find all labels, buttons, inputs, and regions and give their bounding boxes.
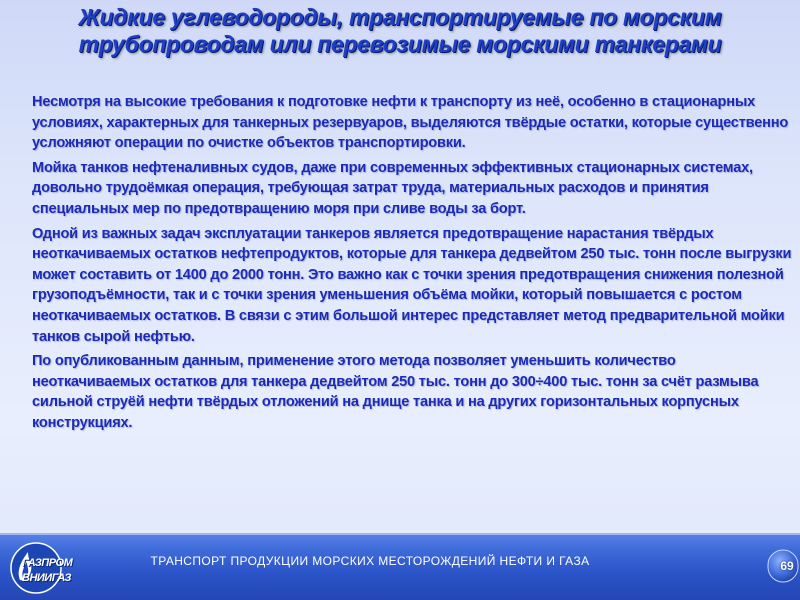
body-paragraph-3: Одной из важных задач эксплуатации танкеров является предотвращение нарастания твёрдых неоткачиваемых остатков нефтепродуктов, которые для танкера дедвейтом 250 тыс. тонн после выгрузки может составить от 1400 до 2000 тонн. Это важно как с точки зрения предотвращения снижения полезной грузоподъёмности, так и с точки зрения уменьшения объёма мойки, который повышается с ростом неоткачиваемых остатков. В связи с этим большой интерес представляет метод предварительной мойки танков сырой нефтью. [32,225,792,345]
page-number: 69 [780,559,794,573]
body-paragraph-4: По опубликованным данным, применение этого метода позволяет уменьшить количество неоткачиваемых остатков для танкера дедвейтом 250 тыс. тонн до 300÷400 тыс. тонн за счёт размыва сильной струёй нефти твёрдых отложений на днище танка и на других горизонтальных корпусных конструкциях. [32,353,759,431]
body-paragraph-1: Несмотря на высокие требования к подготовке нефти к транспорту из неё, особенно в стационарных условиях, характерных для танкерных резервуаров, выделяются твёрдые остатки, которые существенно усложняют операции по очистке объектов транспортировки. [32,94,789,152]
logo-text-vniigaz: ВНИИГАЗ [22,572,71,584]
body-paragraph-2: Мойка танков нефтеналивных судов, даже при современных эффективных стационарных системах, довольно трудоёмкая операция, требующая затрат труда, материальных расходов и принятия специальных мер по предотвращению моря при сливе воды за борт. [32,159,753,217]
footer-divider [0,533,800,535]
slide-title-line-2: трубопроводам или перевозимые морскими танкерами [78,31,722,57]
slide-title-line-1: Жидкие углеводороды, транспортируемые по морским [78,4,722,30]
logo-text-gazprom: ГАЗПРОМ [22,557,73,569]
footer-course-title: ТРАНСПОРТ ПРОДУКЦИИ МОРСКИХ МЕСТОРОЖДЕНИЙ НЕФТИ И ГАЗА [150,554,590,568]
slide-title [40,4,760,58]
slide-body [32,92,792,438]
